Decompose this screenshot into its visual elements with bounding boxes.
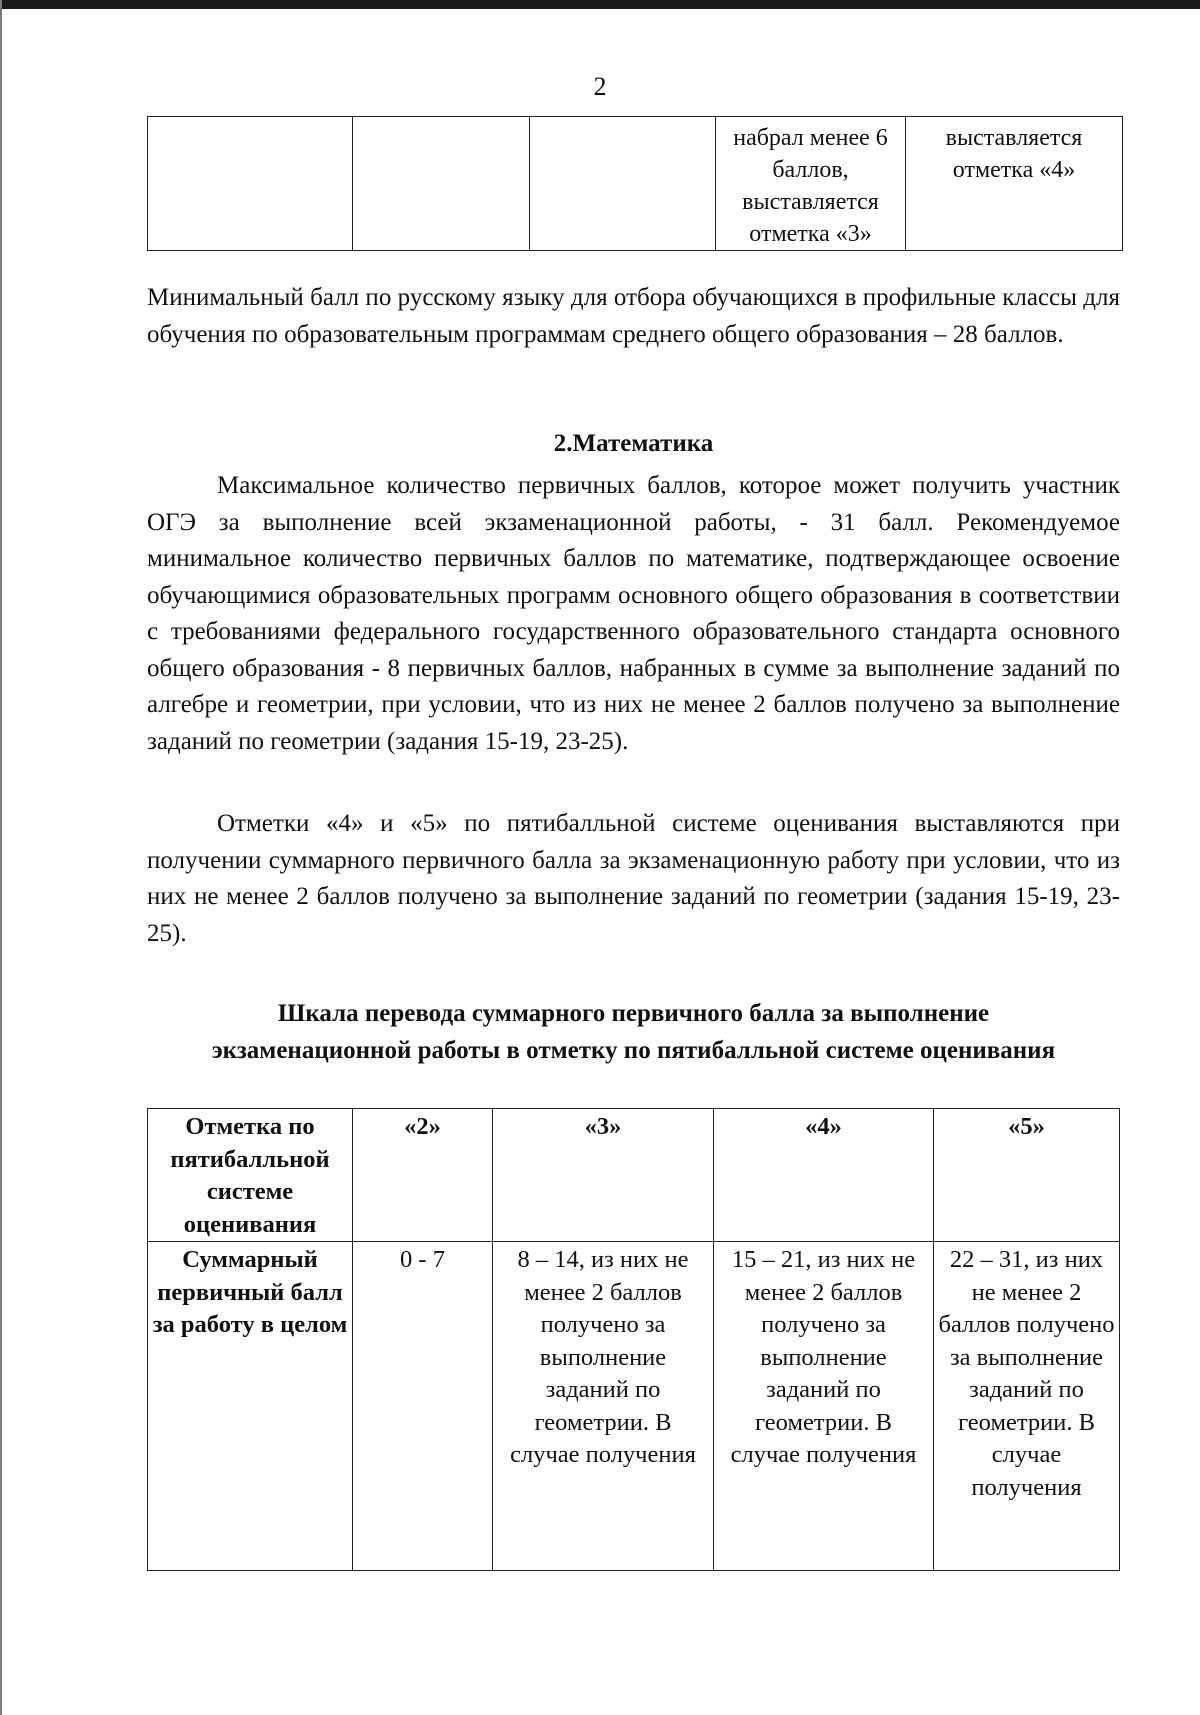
scale-title: [147, 995, 1120, 1069]
paragraph-min-score-russian: Минимальный балл по русскому языку для отбора обучающихся в профильные классы для обучения по образовательным программам среднего общего образования – 28 баллов.: [147, 284, 1120, 348]
table-row: [148, 1242, 1120, 1571]
score-cell: 22 – 31, из них не менее 2 баллов получено за выполнение заданий по геометрии. В случае получения: [934, 1242, 1120, 1571]
score-cell: 0 - 7: [353, 1242, 493, 1571]
row-label-cell: Суммарный первичный балл за работу в целом: [148, 1242, 353, 1571]
section-title: 2.Математика: [553, 430, 714, 457]
table-header-row: [148, 1109, 1120, 1242]
header-cell-grade: «2»: [353, 1109, 493, 1242]
table-cell: выставляется отметка «4»: [906, 117, 1123, 251]
table-cell: набрал менее 6 баллов, выставляется отметка «3»: [716, 117, 906, 251]
header-cell-grade: «4»: [714, 1109, 934, 1242]
score-cell: 15 – 21, из них не менее 2 баллов получено за выполнение заданий по геометрии. В случае получения: [714, 1242, 934, 1571]
table-cell: [530, 117, 716, 251]
scan-left-edge: [0, 0, 2, 1715]
table-cell: [148, 117, 353, 251]
paragraph-marks-4-5: Отметки «4» и «5» по пятибалльной системе оценивания выставляются при получении суммарного первичного балла за экзаменационную работу при условии, что из них не менее 2 баллов получено за выполнение заданий по геометрии (задания 15-19, 23-25).: [147, 810, 1120, 947]
scan-top-edge: [0, 0, 1200, 9]
page-number: 2: [593, 72, 607, 101]
table-row: [148, 117, 1123, 251]
header-cell-grade: «3»: [493, 1109, 714, 1242]
score-cell: 8 – 14, из них не менее 2 баллов получено за выполнение заданий по геометрии. В случае получения: [493, 1242, 714, 1571]
header-cell-label: Отметка по пятибалльной системе оценивания: [148, 1109, 353, 1242]
scale-title-line: экзаменационной работы в отметку по пятибалльной системе оценивания: [211, 1037, 1056, 1064]
table-cell: [353, 117, 530, 251]
paragraph-max-score: Максимальное количество первичных баллов, которое может получить участник ОГЭ за выполнение всей экзаменационной работы, - 31 балл. Рекомендуемое минимальное количество первичных баллов по математике, подтверждающее освоение обучающимися образовательных программ основного общего образования в соответствии с требованиями федерального государственного образовательного стандарта основного общего образования - 8 первичных баллов, набранных в сумме за выполнение заданий по алгебре и геометрии, при условии, что из них не менее 2 баллов получено за выполнение заданий по геометрии (задания 15-19, 23-25).: [147, 472, 1120, 755]
header-cell-grade: «5»: [934, 1109, 1120, 1242]
scale-title-line: Шкала перевода суммарного первичного балла за выполнение: [277, 1000, 990, 1027]
continuation-table: [147, 116, 1123, 251]
grade-scale-table: [147, 1108, 1120, 1571]
